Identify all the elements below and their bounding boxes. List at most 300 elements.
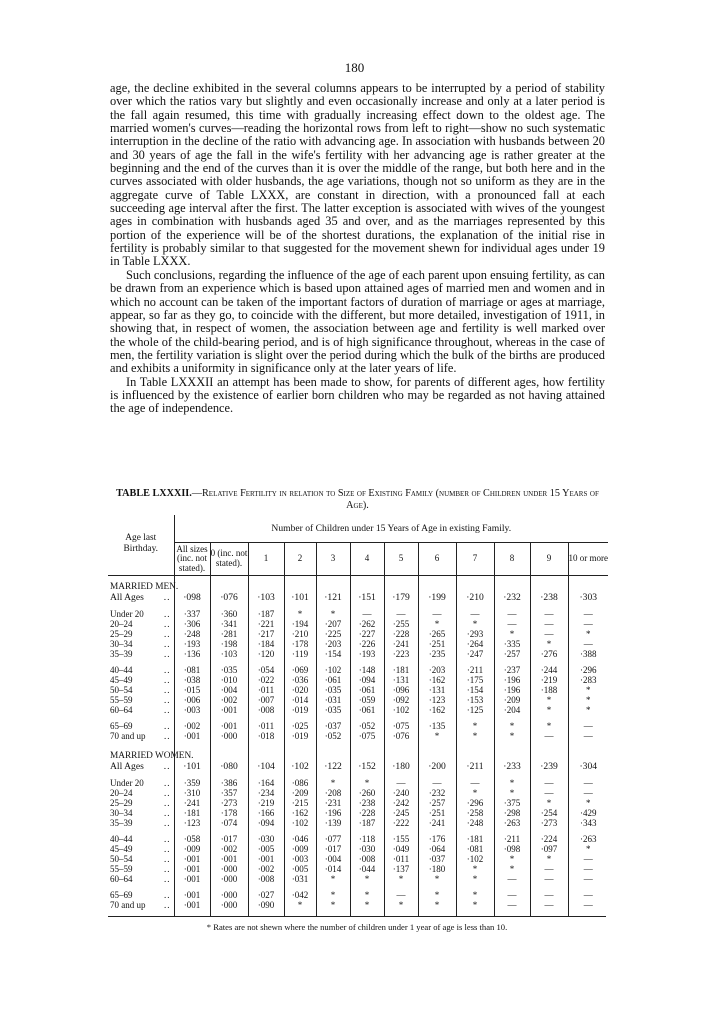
rate-cell: ·429 [580,808,597,818]
rate-cell: ·293 [456,629,494,639]
rate-cell: * [456,619,494,629]
rate-cell: — [583,788,593,798]
rate-cell: ·359 [174,778,210,788]
leader-dots: .. [164,609,171,619]
leader-dots: .. [164,844,171,854]
table-row [108,629,608,639]
rate-cell: ·020 [284,685,316,695]
rate-cell: ·015 [174,685,210,695]
rate-cell: ·181 [384,665,418,675]
rate-cell: ·136 [174,649,210,659]
rate-cell: ·035 [316,685,350,695]
rate-cell: ·215 [284,798,316,808]
rate-cell: * [586,844,591,854]
leader-dots: .. [164,834,171,844]
column-header: 2 [284,543,316,576]
rate-cell: ·208 [316,788,350,798]
row-age-text: Under 20 [110,778,144,788]
leader-dots: .. [164,705,171,715]
rate-cell: ·137 [384,864,418,874]
row-age-text: 30–34 [110,639,133,649]
rate-cell: ·069 [284,665,316,675]
rate-cell: ·232 [418,788,456,798]
rate-cell: ·209 [494,695,530,705]
rate-cell: ·242 [384,798,418,808]
rate-cell: ·357 [210,788,248,798]
rate-cell: ·175 [456,675,494,685]
rate-cell: * [418,731,456,741]
rate-cell: ·233 [494,761,530,772]
table-title-text: —Relative Fertility in relation to Size of Existing Family (number of Children under 15 Years of Age). [191,488,599,511]
paragraph: Such conclusions, regarding the influence of the age of each parent upon ensuing fertility, as can be drawn from an experience which is based upon attained ages of married men and women and in which no account can be taken of the important factors of duration of marriage or ages at marriage, appear, so far as they go, to coincide with the different, but more detailed, investigation of 1911, in showing that, in respect of women, the association between age and fertility is well marked over the whole of the child-bearing period, and is of high significance throughout, whereas in the case of men, the fertility variation is slight over the period during which the bulk of the births are produced and exhibits a uniformity in significance only at the later years of life. [110,267,605,376]
row-age-text: All Ages [110,592,144,603]
row-age-label [108,592,174,603]
rate-cell: ·217 [248,629,284,639]
rate-cell: ·196 [494,685,530,695]
rate-cell: ·027 [248,890,284,900]
rate-cell: — [583,874,593,884]
row-age-text: 65–69 [110,890,133,900]
rate-cell: ·030 [248,834,284,844]
rate-cell: ·187 [248,609,284,619]
column-header-row [108,543,608,576]
rate-cell: * [494,854,530,864]
column-header: 7 [456,543,494,576]
rate-cell: ·046 [284,834,316,844]
rate-cell: ·241 [174,798,210,808]
rate-cell: ·211 [456,761,494,772]
row-age-label [108,778,174,788]
row-age-text: 35–39 [110,818,133,828]
table-row [108,834,608,844]
rate-cell: — [350,609,384,619]
row-age-text: 50–54 [110,685,133,695]
rate-cell: ·037 [418,854,456,864]
row-age-label [108,890,174,900]
rate-cell: — [494,890,530,900]
rate-cell: ·154 [316,649,350,659]
table-row [108,705,608,715]
rate-cell: ·343 [580,818,597,828]
rate-cell: ·154 [456,685,494,695]
rate-cell: ·044 [350,864,384,874]
rate-cell: ·086 [284,778,316,788]
rate-cell: ·019 [284,731,316,741]
rate-cell: ·035 [210,665,248,675]
rate-cell: * [586,705,591,715]
rate-cell: ·303 [579,592,598,603]
row-age-text: 45–49 [110,675,133,685]
rate-cell: ·337 [174,609,210,619]
rate-cell: ·120 [248,649,284,659]
rate-cell: * [456,788,494,798]
rate-cell: ·077 [316,834,350,844]
rate-cell: ·011 [248,685,284,695]
rate-cell: ·090 [248,900,284,910]
section-header-row [108,751,608,761]
rate-cell: ·162 [284,808,316,818]
rate-cell: — [456,609,494,619]
leader-dots: .. [164,649,171,659]
rate-cell: ·001 [210,705,248,715]
rate-cell: ·000 [210,890,248,900]
rate-cell: — [384,778,418,788]
rate-cell: ·121 [316,592,350,603]
rate-cell: ·030 [350,844,384,854]
rate-cell: — [418,778,456,788]
rate-cell: ·180 [418,864,456,874]
rate-cell: ·135 [418,721,456,731]
rate-cell: ·010 [210,675,248,685]
rate-cell: ·198 [210,639,248,649]
row-age-text: 35–39 [110,649,133,659]
rate-cell: ·076 [210,592,248,603]
rate-cell: * [530,854,568,864]
rate-cell: * [456,900,494,910]
rate-cell: — [418,609,456,619]
rate-cell: — [530,778,568,788]
row-age-text: 70 and up [110,731,146,741]
leader-dots: .. [164,788,171,798]
rate-cell: ·001 [174,874,210,884]
rate-cell: ·022 [248,675,284,685]
table-row [108,788,608,798]
rate-cell: ·232 [494,592,530,603]
leader-dots: .. [164,874,171,884]
rate-cell: ·025 [284,721,316,731]
rate-cell: ·196 [316,808,350,818]
table-row [108,649,608,659]
rate-cell: ·231 [316,798,350,808]
rate-cell: ·101 [174,761,210,772]
leader-dots: .. [164,798,171,808]
row-age-label [108,675,174,685]
rate-cell: ·092 [384,695,418,705]
rate-cell: ·181 [174,808,210,818]
rate-cell: ·276 [530,649,568,659]
rate-cell: — [583,609,593,619]
rate-cell: ·075 [384,721,418,731]
rate-cell: ·281 [210,629,248,639]
rate-cell: ·080 [210,761,248,772]
row-age-text: 45–49 [110,844,133,854]
rate-cell: ·001 [174,900,210,910]
rate-cell: * [494,721,530,731]
rate-cell: ·273 [530,818,568,828]
rate-cell: ·283 [580,675,597,685]
rate-cell: ·007 [248,695,284,705]
row-age-text: 25–29 [110,798,133,808]
rate-cell: — [530,788,568,798]
rate-cell: * [350,890,384,900]
rate-cell: ·006 [174,695,210,705]
rate-cell: ·131 [418,685,456,695]
rate-cell: ·081 [174,665,210,675]
rate-cell: ·235 [418,649,456,659]
rate-cell: ·008 [248,705,284,715]
row-age-label [108,639,174,649]
rate-cell: * [418,874,456,884]
rate-cell: ·193 [174,639,210,649]
row-age-label [108,864,174,874]
rate-cell: ·211 [456,665,494,675]
rate-cell: ·238 [530,592,568,603]
rate-cell: ·081 [456,844,494,854]
rate-cell: ·002 [248,864,284,874]
rate-cell: ·000 [210,731,248,741]
rate-cell: ·257 [494,649,530,659]
rate-cell: ·262 [350,619,384,629]
leader-dots: .. [164,808,171,818]
rate-cell: ·251 [418,808,456,818]
age-header: Age last Birthday. [108,515,174,576]
rate-cell: ·200 [418,761,456,772]
rate-cell: — [530,874,568,884]
rate-cell: ·211 [494,834,530,844]
rate-cell: ·209 [284,788,316,798]
rate-cell: — [583,900,593,910]
rate-cell: ·118 [350,834,384,844]
table-row [108,619,608,629]
rate-cell: ·035 [316,705,350,715]
rate-cell: ·164 [248,778,284,788]
leader-dots: .. [164,721,171,731]
rate-cell: ·061 [316,675,350,685]
row-age-label [108,685,174,695]
rate-cell: ·219 [530,675,568,685]
rate-cell: ·123 [418,695,456,705]
rate-cell: ·001 [248,854,284,864]
rate-cell: ·263 [494,818,530,828]
rate-cell: — [494,874,530,884]
column-header: 8 [494,543,530,576]
row-age-label [108,874,174,884]
table-row [108,890,608,900]
rate-cell: ·239 [530,761,568,772]
row-age-text: 40–44 [110,665,133,675]
table-title [110,488,605,512]
rate-cell: ·001 [210,721,248,731]
rate-cell: ·228 [350,808,384,818]
rate-cell: ·298 [494,808,530,818]
table-row [108,665,608,675]
row-age-text: 60–64 [110,874,133,884]
rate-cell: ·004 [316,854,350,864]
rate-cell: ·264 [456,639,494,649]
rate-cell: ·018 [248,731,284,741]
rate-cell: ·139 [316,818,350,828]
row-age-text: 60–64 [110,705,133,715]
rate-cell: ·005 [248,844,284,854]
row-age-text: 25–29 [110,629,133,639]
leader-dots: .. [164,864,171,874]
rate-cell: ·199 [418,592,456,603]
leader-dots: .. [164,695,171,705]
row-age-label [108,854,174,864]
rate-cell: ·098 [174,592,210,603]
section-header-row [108,582,608,592]
rate-cell: ·224 [530,834,568,844]
row-age-label [108,665,174,675]
rate-cell: ·125 [456,705,494,715]
rate-cell: * [530,721,568,731]
table-row [108,854,608,864]
rate-cell: * [586,629,591,639]
rate-cell: ·004 [210,685,248,695]
rate-cell: ·000 [210,864,248,874]
rate-cell: ·148 [350,665,384,675]
rate-cell: ·049 [384,844,418,854]
children-group-header: Number of Children under 15 Years of Age in existing Family. [174,515,608,543]
column-header: 5 [384,543,418,576]
section-label: MARRIED WOMEN. [110,751,194,761]
leader-dots: .. [164,890,171,900]
rate-cell: ·181 [456,834,494,844]
table-row [108,778,608,788]
rate-cell: * [586,798,591,808]
rate-cell: * [316,874,350,884]
rate-cell: — [384,609,418,619]
rate-cell: * [384,874,418,884]
table-title-number: TABLE LXXXII. [116,488,192,499]
rate-cell: ·225 [316,629,350,639]
rate-cell: ·194 [284,619,316,629]
rate-cell: ·176 [418,834,456,844]
rate-cell: ·123 [174,818,210,828]
rate-cell: ·001 [174,731,210,741]
rate-cell: ·386 [210,778,248,788]
paragraph: age, the decline exhibited in the several columns appears to be interrupted by a period of stability over which the ratios vary but slightly and even occasionally increase and only at a later period is the fall again resumed, this time with gradually increasing effect down to the oldest age. The married women's curves—reading the horizontal rows from left to right—show no such systematic interruption in the decline of the ratio with advancing age. In association with husbands between 20 and 30 years of age the fall in the wife's fertility with her advancing age is rather greater at the beginning and the end of the curves than it is over the middle of the range, but both here and in the curves associated with older husbands, the age variations, though not so uniform as they are in the aggregate curve of Table LXXX, are constant in direction, with a pronounced fall at each succeeding age interval after the first. The latter exception is associated with wives of the youngest ages in combination with husbands aged 35 and over, and as the marriages represented by this portion of the experience will be of the shortest durations, the explanation of the initial rise in fertility is probably similar to that suggested for the movement shewn for individual ages under 19 in Table LXXX. [110,81,605,269]
table-row [108,798,608,808]
rate-cell: ·061 [350,705,384,715]
rate-cell: ·193 [350,649,384,659]
rate-cell: ·008 [248,874,284,884]
page-number: 180 [344,60,365,75]
rate-cell: — [583,864,593,874]
rate-cell: ·248 [456,818,494,828]
rate-cell: * [456,874,494,884]
row-age-label [108,808,174,818]
rate-cell: ·019 [284,705,316,715]
leader-dots: .. [163,761,171,772]
rate-cell: ·001 [174,854,210,864]
row-age-text: All Ages [110,761,144,772]
rate-cell: ·304 [579,761,598,772]
leader-dots: .. [164,675,171,685]
rate-cell: ·011 [384,854,418,864]
leader-dots: .. [164,731,171,741]
rate-cell: — [530,864,568,874]
rate-cell: ·002 [210,695,248,705]
rate-cell: ·240 [384,788,418,798]
row-age-text: 65–69 [110,721,133,731]
leader-dots: .. [164,629,171,639]
rate-cell: ·102 [316,665,350,675]
row-age-text: 20–24 [110,788,133,798]
rate-cell: * [586,695,591,705]
table-row [108,864,608,874]
rate-cell: ·184 [248,639,284,649]
rate-cell: ·306 [174,619,210,629]
rate-cell: ·227 [350,629,384,639]
leader-dots: .. [164,685,171,695]
table-row [108,609,608,619]
rate-cell: ·103 [248,592,284,603]
rate-cell: ·058 [174,834,210,844]
row-age-label [108,731,174,741]
rate-cell: ·102 [284,761,316,772]
rate-cell: ·094 [248,818,284,828]
rate-cell: ·310 [174,788,210,798]
rate-cell: ·131 [384,675,418,685]
rate-cell: ·241 [418,818,456,828]
rate-cell: ·064 [418,844,456,854]
rate-cell: * [456,864,494,874]
rate-cell: ·151 [350,592,384,603]
rate-cell: ·226 [350,639,384,649]
rate-cell: * [418,890,456,900]
row-age-label [108,609,174,619]
rate-cell: * [494,788,530,798]
column-header: 10 or more [568,543,608,576]
rate-cell: ·178 [210,808,248,818]
row-age-text: 55–59 [110,864,133,874]
fertility-table [108,515,608,916]
rate-cell: * [456,721,494,731]
rate-cell: — [583,854,593,864]
rate-cell: — [530,900,568,910]
table-row [108,639,608,649]
row-age-label [108,619,174,629]
leader-dots: .. [164,818,171,828]
rate-cell: ·005 [284,864,316,874]
rate-cell: ·335 [494,639,530,649]
rate-cell: ·248 [174,629,210,639]
rate-cell: — [583,731,593,741]
rate-cell: ·096 [384,685,418,695]
column-header: All sizes (inc. not stated). [174,543,210,576]
row-age-text: 55–59 [110,695,133,705]
rate-cell: ·166 [248,808,284,818]
rate-cell: ·258 [456,808,494,818]
rate-cell: — [494,609,530,619]
rate-cell: ·244 [530,665,568,675]
row-age-label [108,629,174,639]
table-row [108,874,608,884]
rate-cell: ·038 [174,675,210,685]
rate-cell: ·076 [384,731,418,741]
rate-cell: ·222 [384,818,418,828]
column-header: 0 (inc. not stated). [210,543,248,576]
rate-cell: ·102 [284,818,316,828]
rate-cell: * [418,900,456,910]
rate-cell: ·102 [384,705,418,715]
rate-cell: ·011 [248,721,284,731]
table-row [108,844,608,854]
rate-cell: ·203 [316,639,350,649]
rate-cell: ·210 [284,629,316,639]
rate-cell: ·036 [284,675,316,685]
rate-cell: ·014 [284,695,316,705]
rate-cell: ·255 [384,619,418,629]
rate-cell: ·245 [384,808,418,818]
row-age-label [108,900,174,910]
rate-cell: * [350,778,384,788]
rate-cell: ·223 [384,649,418,659]
leader-dots: .. [164,900,171,910]
rate-cell: — [583,721,593,731]
rate-cell: * [530,705,568,715]
